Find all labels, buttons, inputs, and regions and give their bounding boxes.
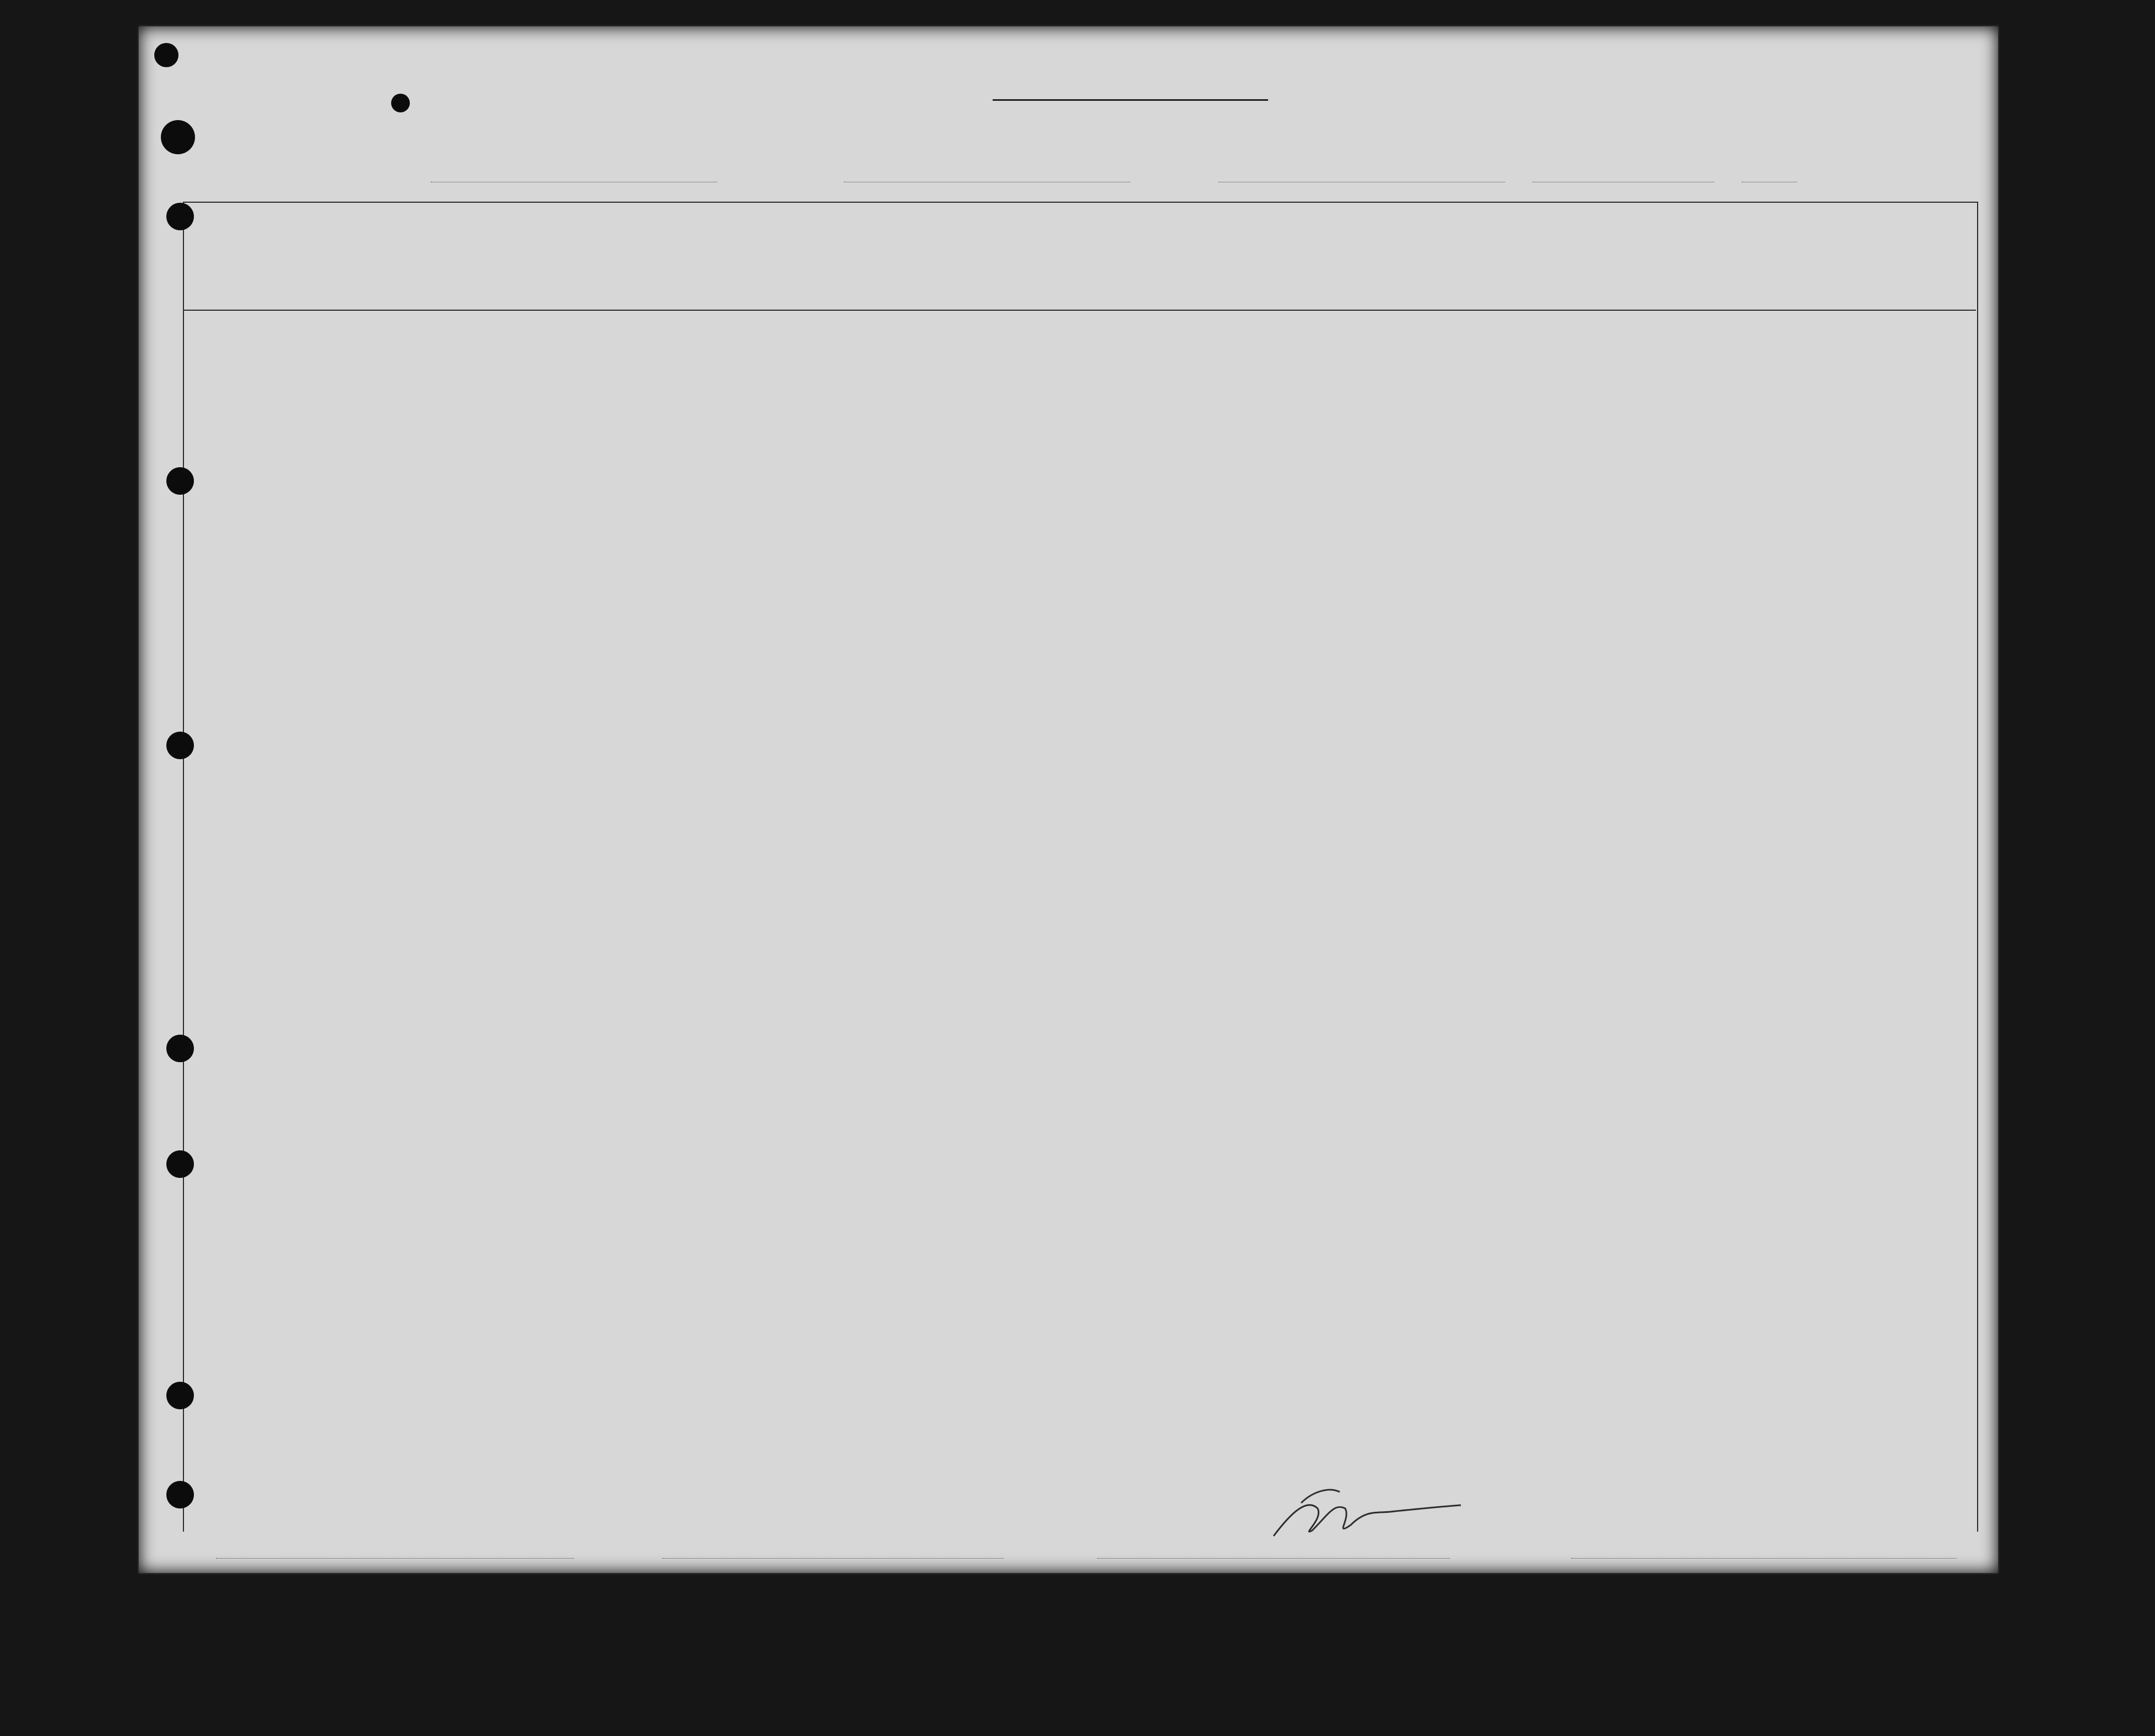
punch-hole-icon bbox=[166, 1382, 194, 1409]
punch-hole-icon bbox=[166, 732, 194, 759]
footer-owners bbox=[596, 1542, 613, 1558]
punch-hole-icon bbox=[391, 94, 410, 112]
punch-hole-icon bbox=[166, 467, 194, 495]
footer-agents bbox=[1017, 1542, 1034, 1558]
punch-hole-icon bbox=[166, 1035, 194, 1062]
footer-line bbox=[183, 1542, 194, 1558]
punch-hole-icon bbox=[166, 203, 194, 230]
punch-hole-icon bbox=[154, 43, 178, 67]
inspector-signature-icon bbox=[1268, 1481, 1466, 1547]
punch-hole-icon bbox=[166, 1481, 194, 1508]
table-header-rule bbox=[183, 310, 1976, 311]
manifest-sheet bbox=[139, 26, 1998, 1573]
title-underline bbox=[993, 99, 1268, 101]
punch-hole-icon bbox=[161, 120, 195, 154]
punch-hole-icon bbox=[166, 1150, 194, 1178]
manifest-table bbox=[183, 202, 1978, 1532]
